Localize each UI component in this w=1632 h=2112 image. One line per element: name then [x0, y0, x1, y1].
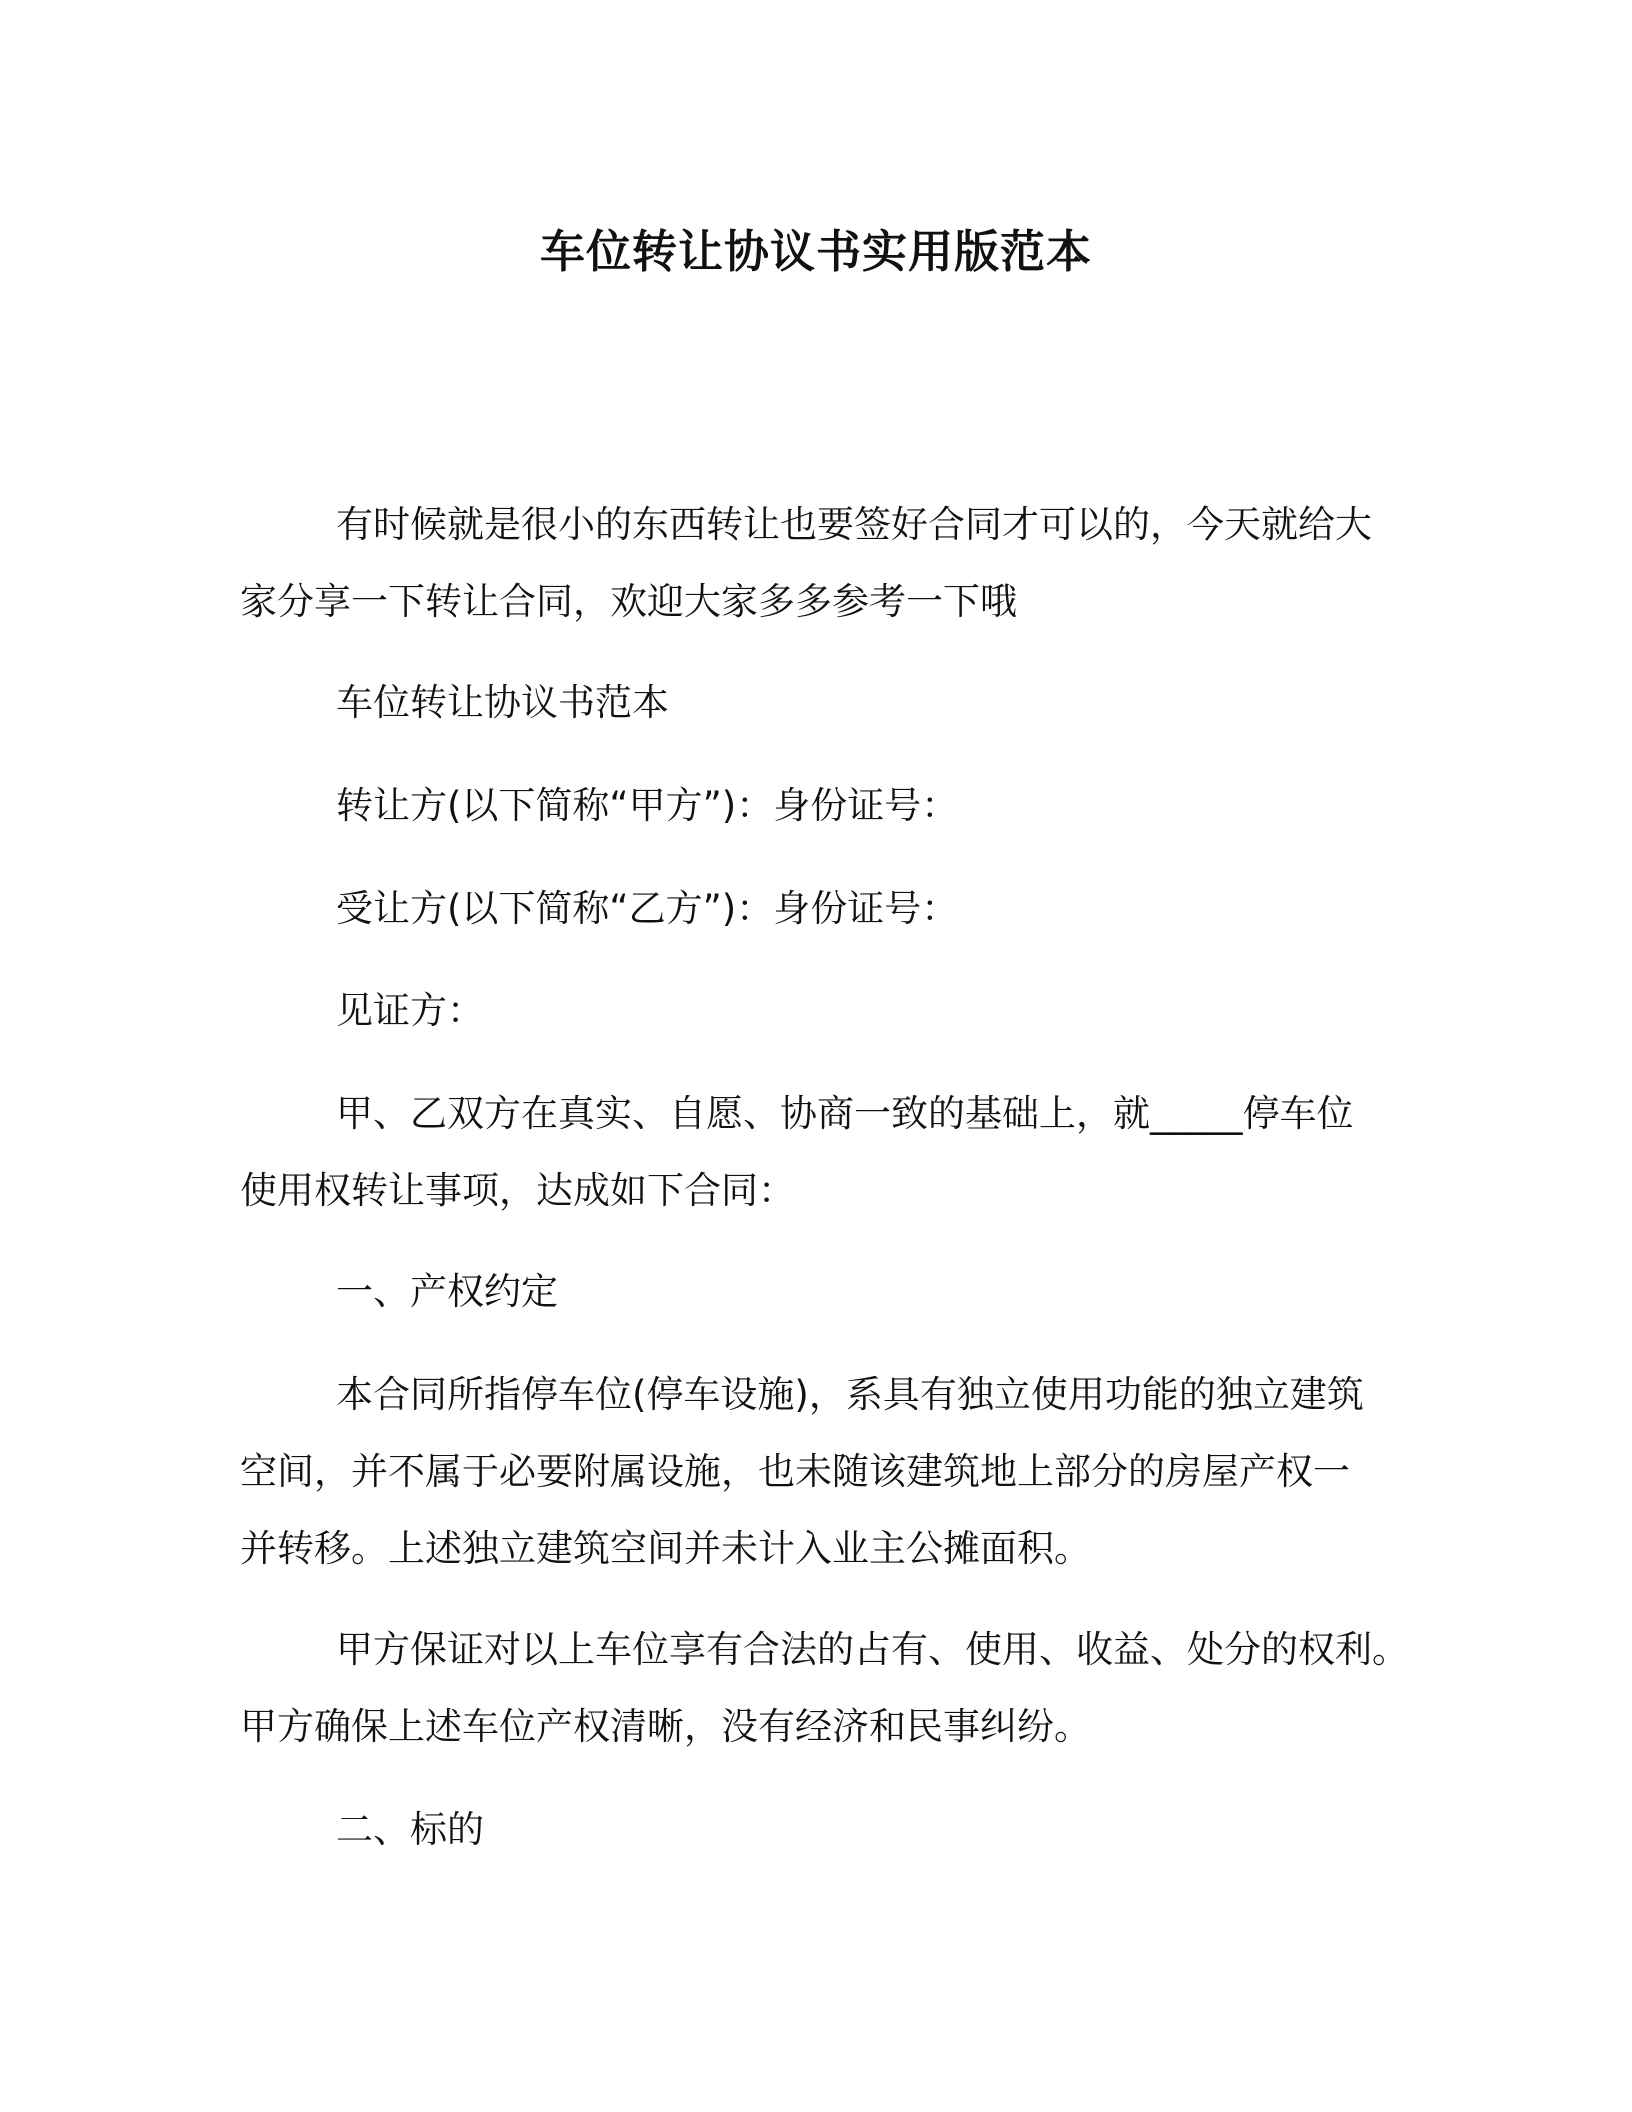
party-b-text: 受让方(以下简称“乙方”)：身份证号：: [336, 887, 959, 930]
section1-heading: 一、产权约定: [336, 1270, 558, 1313]
section1-para1-line-3: 并转移。上述独立建筑空间并未计入业主公摊面积。: [240, 1527, 1091, 1570]
agreement-line-1: 甲、乙双方在真实、自愿、协商一致的基础上，就_____停车位: [336, 1092, 1354, 1135]
witness-text: 见证方：: [336, 989, 484, 1032]
section2-heading: 二、标的: [336, 1808, 484, 1851]
section1-para1-line-2: 空间，并不属于必要附属设施，也未随该建筑地上部分的房屋产权一: [240, 1450, 1350, 1493]
intro-paragraph: [240, 486, 1400, 640]
subtitle-paragraph: [240, 664, 1400, 741]
agreement-line-2: 使用权转让事项，达成如下合同：: [240, 1169, 795, 1212]
section2-heading-paragraph: [240, 1791, 1400, 1868]
witness-paragraph: [240, 972, 1400, 1049]
section1-para1-line-1: 本合同所指停车位(停车设施)，系具有独立使用功能的独立建筑: [336, 1373, 1364, 1416]
section1-paragraph-2: [240, 1611, 1409, 1765]
subtitle-text: 车位转让协议书范本: [336, 681, 669, 724]
agreement-paragraph: [240, 1075, 1400, 1229]
section1-paragraph-1: [240, 1356, 1400, 1587]
section1-para2-line-1: 甲方保证对以上车位享有合法的占有、使用、收益、处分的权利。: [336, 1628, 1409, 1671]
intro-line-1: 有时候就是很小的东西转让也要签好合同才可以的，今天就给大: [336, 503, 1372, 546]
party-a-paragraph: [240, 767, 1400, 844]
party-a-text: 转让方(以下简称“甲方”)：身份证号：: [336, 784, 959, 827]
party-b-paragraph: [240, 870, 1400, 947]
intro-line-2: 家分享一下转让合同，欢迎大家多多参考一下哦: [240, 580, 1017, 623]
section1-para2-line-2: 甲方确保上述车位产权清晰，没有经济和民事纠纷。: [240, 1705, 1091, 1748]
document-title: 车位转让协议书实用版范本: [539, 225, 1092, 278]
section1-heading-paragraph: [240, 1253, 1400, 1330]
